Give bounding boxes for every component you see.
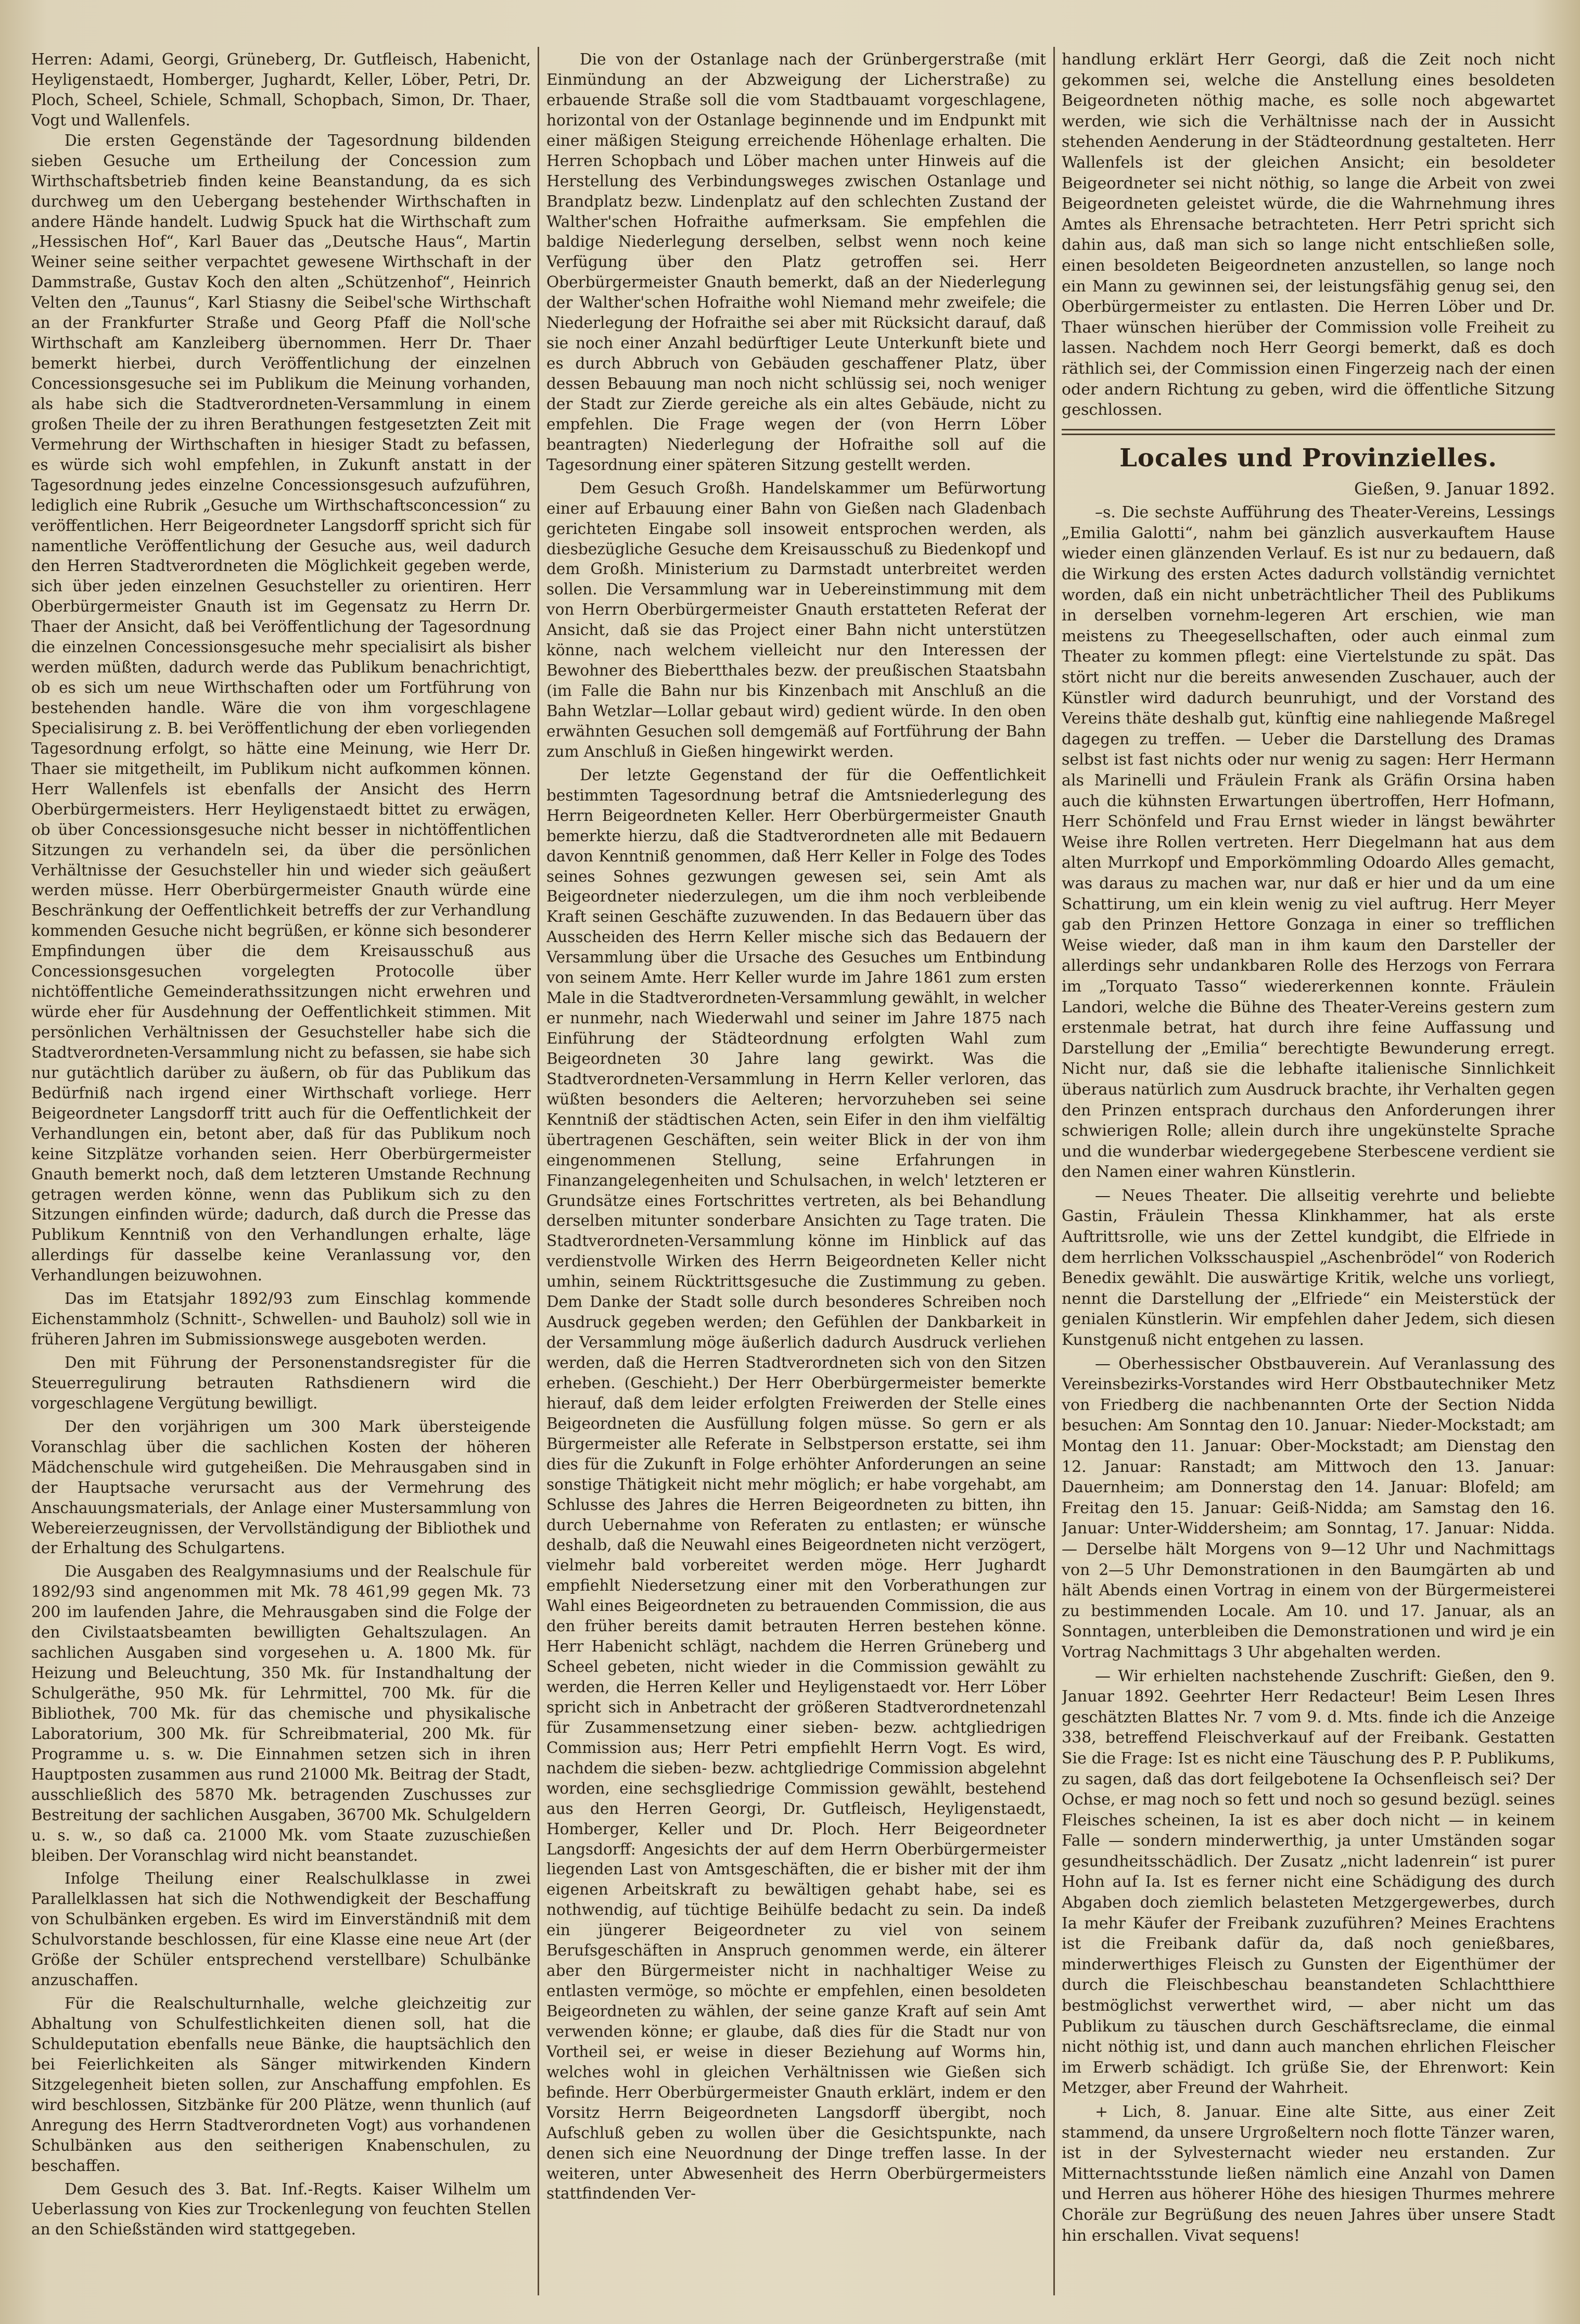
paragraph: Dem Gesuch des 3. Bat. Inf.-Regts. Kaiser Wilhelm um Ueberlassung von Kies zur Trockenlegung von feuchten Stellen an den Schießständen wird stattgegeben.	[31, 2180, 531, 2239]
paragraph: — Oberhessischer Obstbauverein. Auf Veranlassung des Vereinsbezirks-Vorstandes wird Herr Obstbautechniker Metz von Friedberg die nachbenannten Orte der Section Nidda besuchen: Am Sonntag den 10. Januar: Nieder-Mockstadt; am Montag den 11. Januar: Ober-Mockstadt; am Dienstag den 12. Januar: Ranstadt; am Mittwoch den 13. Januar: Dauernheim; am Donnerstag den 14. Januar: Blofeld; am Freitag den 15. Januar: Geiß-Nidda; am Samstag den 16. Januar: Unter-Widdersheim; am Sonntag, 17. Januar: Nidda. — Derselbe hält Morgens von 9—12 Uhr und Nachmittags von 2—5 Uhr Demonstrationen in den Baumgärten ab und hält Abends einen Vortrag in einem von der Bürgermeisterei zu bestimmenden Locale. Am 10. und 17. Januar, als an Sonntagen, unterbleiben die Demonstrationen und wird je ein Vortrag Nachmittags 3 Uhr abgehalten werden.	[1062, 1354, 1555, 1661]
paragraph: Infolge Theilung einer Realschulklasse in zwei Parallelklassen hat sich die Nothwendigkeit der Beschaffung von Schulbänken ergeben. Es wird im Einverständniß mit dem Schulvorstande beschlossen, für eine Klasse eine neue Art (der Größe der Schüler entsprechend verstellbare) Schulbänke anzuschaffen.	[31, 1870, 531, 1989]
paragraph: — Wir erhielten nachstehende Zuschrift: Gießen, den 9. Januar 1892. Geehrter Herr Redacteur! Beim Lesen Ihres geschätzten Blattes Nr. 7 vom 9. d. Mts. finde ich die Anzeige 338, betreffend Fleischverkauf auf der Freibank. Gestatten Sie die Frage: Ist es nicht eine Täuschung des P. P. Publikums, zu sagen, daß das dort feilgebotene Ia Ochsenfleisch sei? Der Ochse, er mag noch so fett und noch so gesund bezügl. seines Fleisches scheinen, Ia ist es aber doch nicht — in keinem Falle — sondern minderwerthig, ja unter Umständen sogar gesundheitsschädlich. Der Zusatz „nicht ladenrein“ ist purer Hohn auf Ia. Ist es ferner nicht eine Schädigung des durch Abgaben doch ziemlich belasteten Metzgergewerbes, durch Ia mehr Käufer der Freibank zuzuführen? Meines Erachtens ist die Freibank dafür da, daß noch genießbares, minderwerthiges Fleisch zu Gunsten der Eigenthümer der durch die Fleischbeschau beanstandeten Schlachtthiere bestmöglichst verwerthet wird, — aber nicht um das Publikum zu täuschen durch Geschäftsreclame, die einmal nicht nöthig ist, und dann auch manchen ehrlichen Fleischer im Erwerb schädigt. Ich grüße Sie, der Ehrenwort: Kein Metzger, aber Freund der Wahrheit.	[1062, 1667, 1555, 2098]
paragraph: Der letzte Gegenstand der für die Oeffentlichkeit bestimmten Tagesordnung betraf die Amtsniederlegung des Herrn Beigeordneten Keller. Herr Oberbürgermeister Gnauth bemerkte hierzu, daß die Stadtverordneten alle mit Bedauern davon Kenntniß genommen, daß Herr Keller in Folge des Todes seines Sohnes gezwungen gewesen sei, sein Amt als Beigeordneter niederzulegen, um die ihm noch verbleibende Kraft seinen Geschäfte zuzuwenden. In das Bedauern über das Ausscheiden des Herrn Keller mische sich das Bedauern der Versammlung über die Ursache des Gesuches um Entbindung von seinem Amte. Herr Keller wurde im Jahre 1861 zum ersten Male in die Stadtverordneten-Versammlung gewählt, in welcher er nunmehr, nach Wiederwahl und seiner im Jahre 1875 nach Einführung der Städteordnung erfolgten Wahl zum Beigeordneten 30 Jahre lang gewirkt. Was die Stadtverordneten-Versammlung in Herrn Keller verloren, das wüßten besonders die Aelteren; hervorzuheben sei seine Kenntniß der städtischen Acten, sein Eifer in den ihm vielfältig übertragenen Geschäften, sein weiter Blick in der von ihm eingenommenen Stellung, seine Erfahrungen in Finanzangelegenheiten und Schulsachen, in welch' letzteren er Grundsätze eines Fortschrittes vertreten, als bei Behandlung derselben mitunter sonderbare Ansichten zu Tage traten. Die Stadtverordneten-Versammlung könne im Hinblick auf das verdienstvolle Wirken des Herrn Beigeordneten Keller nicht umhin, seinem Rücktrittsgesuche die Zustimmung zu geben. Dem Danke der Stadt solle durch besonderes Schreiben noch Ausdruck gegeben werden; den Gefühlen der Dankbarkeit in der Versammlung möge äußerlich dadurch Ausdruck verliehen werden, daß die Herren Stadtverordneten sich von den Sitzen erheben. (Geschieht.) Der Herr Oberbürgermeister bemerkte hierauf, daß dem leider erfolgten Freiwerden der Stelle eines Beigeordneten die Ausfüllung folgen müsse. So gern er als Bürgermeister alle Referate in Selbstperson erstatte, sei ihm dies für die Zukunft in Folge erhöhter Anforderungen an seine sonstige Thätigkeit nicht mehr möglich; er habe vorgehabt, am Schlusse des Jahres die Herren Beigeordneten zu bitten, ihn durch Uebernahme von Referaten zu entlasten; er wünsche deshalb, daß die Neuwahl eines Beigeordneten nicht verzögert, vielmehr bald vorbereitet werden möge. Herr Jughardt empfiehlt Niedersetzung einer mit den Vorberathungen zur Wahl eines Beigeordneten zu betrauenden Commission, die aus den früher bereits damit betrauten Herren bestehen könne. Herr Habenicht schlägt, nachdem die Herren Grüneberg und Scheel gebeten, nicht wieder in die Commission gewählt zu werden, die Herren Keller und Heyligenstaedt vor. Herr Löber spricht sich in Anbetracht der größeren Stadtverordnetenzahl für Zusammensetzung einer sieben- bezw. achtgliedrigen Commission aus; Herr Petri empfiehlt Herrn Vogt. Es wird, nachdem die sieben- bezw. achtgliedrige Commission abgelehnt worden, eine sechsgliedrige Commission gewählt, bestehend aus den Herren Georgi, Dr. Gutfleisch, Heyligenstaedt, Homberger, Keller und Dr. Ploch. Herr Beigeordneter Langsdorff: Angesichts der auf dem Herrn Oberbürgermeister liegenden Last von Amtsgeschäften, die er bisher mit der ihm eigenen Arbeitskraft zu bewältigen gehabt habe, sei es nothwendig, auf tüchtige Beihülfe bedacht zu sein. Da indeß ein jüngerer Beigeordneter zu viel von seinem Berufsgeschäften in Anspruch genommen werde, ein älterer aber den Bürgermeister nicht in nachhaltiger Weise zu entlasten vermöge, so möchte er empfehlen, einen besoldeten Beigeordneten zu wählen, der seine ganze Kraft auf sein Amt verwenden könne; er glaube, daß dies für die Stadt nur von Vortheil sei, er weise in dieser Beziehung auf Worms hin, welches wohl in gleichen Verhältnissen wie Gießen sich befinde. Herr Oberbürgermeister Gnauth erklärt, indem er den Vorsitz Herrn Beigeordneten Langsdorff übergibt, noch Aufschluß geben zu wollen über die Gesichtspunkte, nach denen sich eine Neuordnung der Dinge treffen lasse. In der weiteren, unter Abwesenheit des Herrn Oberbürgermeisters stattfindenden Ver-	[546, 766, 1046, 2203]
paragraph: –s. Die sechste Aufführung des Theater-Vereins, Lessings „Emilia Galotti“, nahm bei gänzlich ausverkauftem Hause wieder einen glänzenden Verlauf. Es ist nur zu bedauern, daß die Wirkung des ersten Actes dadurch vollständig vernichtet worden, daß ein nicht unbeträchtlicher Theil des Publikums in derselben vornehm-legeren Art erschien, wie man meistens zu Theegesellschaften, oder auch einmal zum Theater zu kommen pflegt: eine Viertelstunde zu spät. Das stört nicht nur die bereits anwesenden Zuschauer, auch der Künstler wird dadurch beunruhigt, und der Vorstand des Vereins thäte deshalb gut, künftig eine nahliegende Maßregel dagegen zu treffen. — Ueber die Darstellung des Dramas selbst ist fast nichts oder nur wenig zu sagen: Herr Hermann als Marinelli und Fräulein Frank als Gräfin Orsina haben auch die kühnsten Erwartungen übertroffen, Herr Hofmann, Herr Schönfeld und Frau Ernst wieder in längst bewährter Weise ihre Rollen vertreten. Herr Diegelmann hat aus dem alten Murrkopf und Emporkömmling Odoardo Alles gemacht, was daraus zu machen war, nur daß er hier und da um eine Schattirung, um ein klein wenig zu viel auftrug. Herr Meyer gab den Prinzen Hettore Gonzaga in einer so trefflichen Weise wieder, daß man in ihm kaum den Darsteller der allerdings sehr undankbaren Rolle des Herzogs von Ferrara im „Torquato Tasso“ wiedererkennen konnte. Fräulein Landori, welche die Bühne des Theater-Vereins gestern zum erstenmale betrat, hat durch ihre feine Auffassung und Darstellung der „Emilia“ berechtigte Bewunderung erregt. Nicht nur, daß sie die lebhafte italienische Sinnlichkeit überaus natürlich zum Ausdruck brachte, ihr Verhalten gegen den Prinzen entsprach durchaus den Anforderungen ihrer schwierigen Rolle; allein durch ihre ungekünstelte Sprache und die wunderbar wiedergegebene Sterbescene verdient sie den Namen einer wahren Künstlerin.	[1062, 503, 1555, 1182]
paragraph: Herren: Adami, Georgi, Grüneberg, Dr. Gutfleisch, Habenicht, Heyligenstaedt, Homberger, Jughardt, Keller, Löber, Petri, Dr. Ploch, Scheel, Schiele, Schmall, Schopbach, Simon, Dr. Thaer, Vogt und Wallenfels.	[31, 50, 531, 129]
dateline: Gießen, 9. Januar 1892.	[1354, 478, 1555, 499]
paragraph: Der den vorjährigen um 300 Mark übersteigende Voranschlag über die sachlichen Kosten der höheren Mädchenschule wird gutgeheißen. Die Mehrausgaben sind in der Hauptsache verursacht aus der Vermehrung des Anschauungsmaterials, der Anlage einer Mustersammlung von Webereierzeugnissen, der Vervollständigung der Bibliothek und der Erhaltung des Schulgartens.	[31, 1417, 531, 1557]
column-right	[1062, 49, 1555, 2288]
column-middle	[546, 49, 1046, 2288]
paragraph: — Neues Theater. Die allseitig verehrte und beliebte Gastin, Fräulein Thessa Klinkhammer, hat als erste Auftrittsrolle, wie uns der Zettel kundgibt, die Elfriede in dem herrlichen Volksschauspiel „Aschenbrödel“ von Roderich Benedix gewählt. Die auswärtige Kritik, welche uns vorliegt, nennt die Darstellung der „Elfriede“ ein Meisterstück der genialen Künstlerin. Wir empfehlen daher Jedem, sich diesen Kunstgenuß nicht entgehen zu lassen.	[1062, 1186, 1555, 1350]
section-divider	[1062, 429, 1555, 435]
paragraph: Das im Etatsjahr 1892/93 zum Einschlag kommende Eichenstammholz (Schnitt-, Schwellen- und Bauholz) soll wie in früheren Jahren im Submissionswege ausgeboten werden.	[31, 1290, 531, 1349]
paragraph: Den mit Führung der Personenstandsregister für die Steuerregulirung betrauten Rathsdienern wird die vorgeschlagene Vergütung bewilligt.	[31, 1354, 531, 1412]
section-title: Locales und Provinzielles.	[1119, 443, 1497, 473]
paragraph: Die Ausgaben des Realgymnasiums und der Realschule für 1892/93 sind angenommen mit Mk. 78 461,99 gegen Mk. 73 200 im laufenden Jahre, die Mehrausgaben sind die Folge der den Civilstaatsbeamten bewilligten Gehaltszulagen. An sachlichen Ausgaben sind vorgesehen u. A. 1800 Mk. für Heizung und Beleuchtung, 350 Mk. für Instandhaltung der Schulgeräthe, 950 Mk. für Lehrmittel, 700 Mk. für die Bibliothek, 700 Mk. für das chemische und physikalische Laboratorium, 300 Mk. für Schreibmaterial, 200 Mk. für Programme u. s. w. Die Einnahmen setzen sich in ihren Hauptposten zusammen aus rund 21000 Mk. Beitrag der Stadt, ausschließlich des 5870 Mk. betragenden Zuschusses zur Bestreitung der sachlichen Ausgaben, 36700 Mk. Schulgeldern u. s. w., so daß ca. 21000 Mk. vom Staate zuzuschießen bleiben. Der Voranschlag wird nicht beanstandet.	[31, 1563, 531, 1864]
column-left	[31, 49, 531, 2288]
column-rule	[1053, 47, 1055, 2295]
paragraph: Dem Gesuch Großh. Handelskammer um Befürwortung einer auf Erbauung einer Bahn von Gießen nach Gladenbach gerichteten Eingabe soll insoweit entsprochen werden, als diesbezügliche Gesuche dem Kreisausschuß zu Biedenkopf und dem Großh. Ministerium zu Darmstadt unterbreitet werden sollen. Die Versammlung war in Uebereinstimmung mit dem von Herrn Oberbürgermeister Gnauth erstatteten Referat der Ansicht, daß sie das Project einer Bahn nicht unterstützen könne, nach welchem vielleicht nur den Interessen der Bewohner des Biebertthales bezw. der preußischen Staatsbahn (im Falle die Bahn nur bis Kinzenbach mit Anschluß an die Bahn Wetzlar—Lollar gebaut wird) gedient würde. In den oben erwähnten Gesuchen soll demgemäß auf Fortführung der Bahn zum Anschluß in Gießen hingewirkt werden.	[546, 479, 1046, 760]
column-rule	[538, 47, 539, 2295]
paragraph: handlung erklärt Herr Georgi, daß die Zeit noch nicht gekommen sei, welche die Anstellung eines besoldeten Beigeordneten nöthig mache, es solle noch abgewartet werden, wie sich die Verhältnisse nach der in Aussicht stehenden Aenderung in der Städteordnung gestalteten. Herr Wallenfels ist der gleichen Ansicht; ein besoldeter Beigeordneter sei nicht nöthig, so lange die Arbeit von zwei Beigeordneten geleistet würde, die die Wahrnehmung ihres Amtes als Ehrensache betrachteten. Herr Petri spricht sich dahin aus, daß man sich so lange nicht entschließen solle, einen besoldeten Beigeordneten anzustellen, so lange noch ein Mann zu gewinnen sei, der leistungsfähig genug sei, den Oberbürgermeister zu entlasten. Die Herren Löber und Dr. Thaer wünschen hierüber der Commission volle Freiheit zu lassen. Nachdem noch Herr Georgi bemerkt, daß es doch räthlich sei, der Commission einen Fingerzeig nach der einen oder andern Richtung zu geben, wird die öffentliche Sitzung geschlossen.	[1062, 50, 1555, 420]
paragraph: Die von der Ostanlage nach der Grünbergerstraße (mit Einmündung an der Abzweigung der Licherstraße) zu erbauende Straße soll die vom Stadtbauamt vorgeschlagene, horizontal von der Ostanlage beginnende und im Endpunkt mit einer mäßigen Steigung erreichende Höhenlage erhalten. Die Herren Schopbach und Löber machen unter Hinweis auf die Herstellung des Verbindungsweges zwischen Ostanlage und Brandplatz bezw. Lindenplatz auf den schlechten Zustand der Walther'schen Hofraithe aufmerksam. Sie empfehlen die baldige Niederlegung derselben, selbst wenn noch keine Verfügung über den Platz getroffen sei. Herr Oberbürgermeister Gnauth bemerkt, daß an der Niederlegung der Walther'schen Hofraithe wohl Niemand mehr zweifele; die Niederlegung der Hofraithe sei aber mit Rücksicht darauf, daß sie noch einer Anzahl bedürftiger Leute Unterkunft biete und es durch Abbruch von Gebäuden geschaffener Platz, über dessen Bebauung man noch nicht schlüssig sei, noch weniger der Stadt zur Zierde gereiche als ein altes Gebäude, nicht zu empfehlen. Die Frage wegen der (von Herrn Löber beantragten) Niederlegung der Hofraithe soll auf die Tagesordnung einer späteren Sitzung gestellt werden.	[546, 50, 1046, 474]
paragraph: Für die Realschulturnhalle, welche gleichzeitig zur Abhaltung von Schulfestlichkeiten dienen soll, hat die Schuldeputation ebenfalls neue Bänke, die hauptsächlich den bei Feierlichkeiten als Sänger mitwirkenden Kindern Sitzgelegenheit bieten sollen, zur Anschaffung empfohlen. Es wird beschlossen, Sitzbänke für 200 Plätze, wenn thunlich (auf Anregung des Herrn Stadtverordneten Vogt) aus vorhandenen Schulbänken aus den seitherigen Knabenschulen, zu beschaffen.	[31, 1995, 531, 2175]
paragraph: Die ersten Gegenstände der Tagesordnung bildenden sieben Gesuche um Ertheilung der Concession zum Wirthschaftsbetrieb finden keine Beanstandung, da es sich durchweg um den Uebergang bestehender Wirthschaften in andere Hände handelt. Ludwig Spuck hat die Wirthschaft zum „Hessischen Hof“, Karl Bauer das „Deutsche Haus“, Martin Weiner seine seither verpachtet gewesene Wirthschaft in der Dammstraße, Gustav Koch den alten „Schützenhof“, Heinrich Velten den „Taunus“, Karl Stiasny die Seibel'sche Wirthschaft an der Frankfurter Straße und Georg Pfaff die Noll'sche Wirthschaft am Kanzleiberg übernommen. Herr Dr. Thaer bemerkt hierbei, durch Veröffentlichung der einzelnen Concessionsgesuche sei im Publikum die Meinung vorhanden, als habe sich die Stadtverordneten-Versammlung in einem großen Theile der zu ihren Berathungen festgesetzten Zeit mit Vermehrung der Wirthschaften in hiesiger Stadt zu befassen, es würde sich wohl empfehlen, in Zukunft anstatt in der Tagesordnung jedes einzelne Concessionsgesuch aufzuführen, lediglich eine Rubrik „Gesuche um Wirthschaftsconcession“ zu veröffentlichen. Herr Beigeordneter Langsdorff spricht sich für namentliche Veröffentlichung der Gesuche aus, weil dadurch den Herren Stadtverordneten die Möglichkeit gegeben werde, sich über jeden einzelnen Gesuchsteller zu orientiren. Herr Oberbürgermeister Gnauth ist im Gegensatz zu Herrn Dr. Thaer der Ansicht, daß bei Veröffentlichung der Tagesordnung die einzelnen Concessionsgesuche mehr specialisirt als bisher werden müßten, dadurch werde das Publikum benachrichtigt, ob es sich um neue Wirthschaften oder um Fortführung von bestehenden handle. Wäre die von ihm vorgeschlagene Specialisirung z. B. bei Veröffentlichung der eben vorliegenden Tagesordnung erfolgt, so hätte eine Meinung, wie Herr Dr. Thaer sie mitgetheilt, im Publikum nicht aufkommen können. Herr Wallenfels ist ebenfalls der Ansicht des Herrn Oberbürgermeisters. Herr Heyligenstaedt bittet zu erwägen, ob über Concessionsgesuche nicht besser in nichtöffentlichen Sitzungen zu verhandeln sei, da über die persönlichen Verhältnisse der Gesuchsteller hin und wieder sich geäußert werden müsse. Herr Oberbürgermeister Gnauth würde eine Beschränkung der Oeffentlichkeit betreffs der zur Verhandlung kommenden Gesuche nicht begrüßen, er könne sich besonderer Empfindungen über die dem Kreisausschuß aus Concessionsgesuchen vorgelegten Protocolle über nichtöffentliche Gemeinderathssitzungen nicht erwehren und würde eher für Ausdehnung der Oeffentlichkeit stimmen. Mit persönlichen Verhältnissen der Gesuchsteller habe sich die Stadtverordneten-Versammlung nicht zu befassen, sie habe sich nur gutächtlich darüber zu äußern, ob für das Publikum das Bedürfniß nach irgend einer Wirthschaft vorliege. Herr Beigeordneter Langsdorff tritt auch für die Oeffentlichkeit der Verhandlungen ein, betont aber, daß für das Publikum noch keine Sitzplätze vorhanden seien. Herr Oberbürgermeister Gnauth bemerkt noch, daß dem letzteren Umstande Rechnung getragen werden könne, wenn das Publikum sich zu den Sitzungen einfinden würde; dadurch, daß durch die Presse das Publikum Kenntniß von den Verhandlungen erhalte, läge allerdings für dasselbe keine Veranlassung vor, den Verhandlungen beizuwohnen.	[31, 131, 531, 1285]
paragraph: + Lich, 8. Januar. Eine alte Sitte, aus einer Zeit stammend, da unsere Urgroßeltern noch flotte Tänzer waren, ist in der Sylvesternacht wieder neu erstanden. Zur Mitternachtsstunde ließen nämlich eine Anzahl von Damen und Herren aus höherer Höhe des hiesigen Thurmes mehrere Choräle zur Begrüßung des neuen Jahres über unsere Stadt hin erschallen. Vivat sequens!	[1062, 2103, 1555, 2245]
